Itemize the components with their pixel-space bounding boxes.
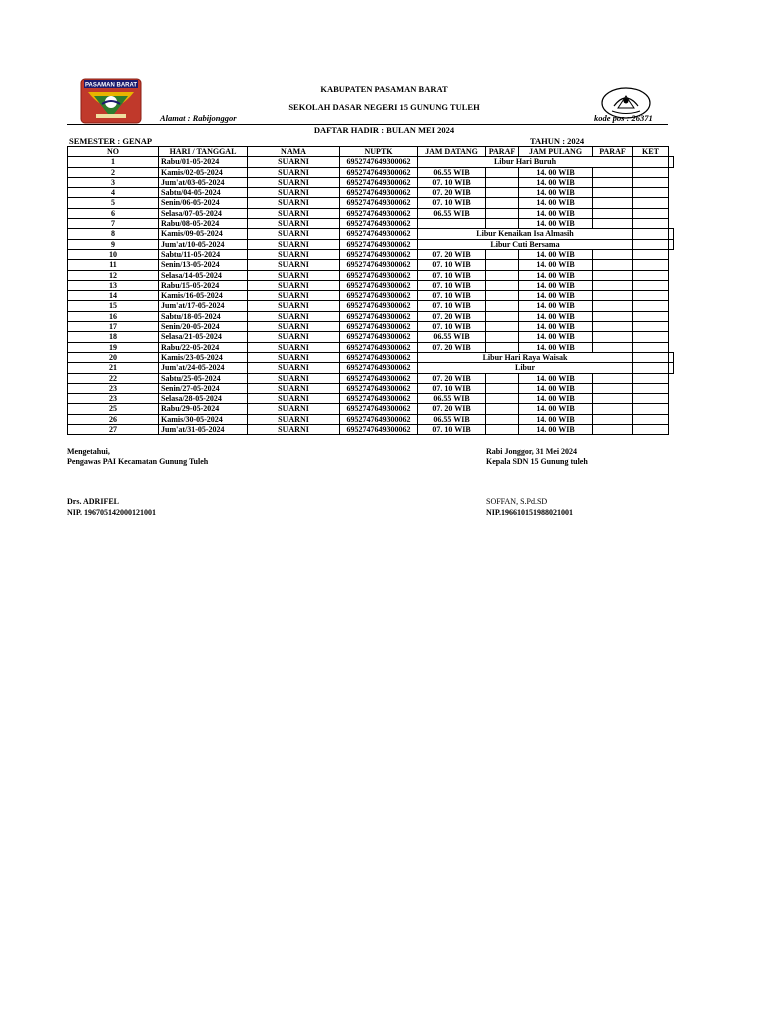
cell-paraf-1 bbox=[486, 322, 519, 332]
cell-no: 10 bbox=[68, 249, 159, 259]
cell-nama: SUARNI bbox=[248, 198, 340, 208]
kabupaten-title: KABUPATEN PASAMAN BARAT bbox=[320, 84, 448, 94]
table-row bbox=[68, 280, 674, 290]
table-row bbox=[68, 157, 674, 167]
cell-ket bbox=[633, 219, 669, 229]
cell-nama: SUARNI bbox=[248, 342, 340, 352]
cell-paraf-1 bbox=[486, 280, 519, 290]
cell-jam-pulang: 14. 00 WIB bbox=[519, 414, 593, 424]
cell-jam-datang: 06.55 WIB bbox=[418, 414, 486, 424]
cell-ket bbox=[633, 425, 669, 435]
cell-paraf-1 bbox=[486, 404, 519, 414]
cell-paraf-1 bbox=[486, 177, 519, 187]
cell-no: 17 bbox=[68, 322, 159, 332]
cell-nuptk: 6952747649300062 bbox=[340, 425, 418, 435]
cell-tanggal: Sabtu/25-05-2024 bbox=[159, 373, 248, 383]
cell-nama: SUARNI bbox=[248, 404, 340, 414]
cell-no: 26 bbox=[68, 414, 159, 424]
cell-jam-pulang: 14. 00 WIB bbox=[519, 260, 593, 270]
cell-jam-datang: 07. 10 WIB bbox=[418, 270, 486, 280]
cell-jam-datang: 06.55 WIB bbox=[418, 167, 486, 177]
cell-paraf-2 bbox=[593, 311, 633, 321]
col-ket: KET bbox=[633, 147, 669, 157]
cell-nuptk: 6952747649300062 bbox=[340, 219, 418, 229]
cell-jam-datang: 07. 10 WIB bbox=[418, 425, 486, 435]
cell-jam-pulang: 14. 00 WIB bbox=[519, 332, 593, 342]
cell-nama: SUARNI bbox=[248, 229, 340, 239]
cell-nuptk: 6952747649300062 bbox=[340, 280, 418, 290]
table-row bbox=[68, 198, 674, 208]
cell-no: 23 bbox=[68, 394, 159, 404]
cell-tanggal: Senin/27-05-2024 bbox=[159, 383, 248, 393]
attendance-table bbox=[67, 146, 674, 435]
cell-paraf-1 bbox=[486, 332, 519, 342]
table-row bbox=[68, 249, 674, 259]
table-row bbox=[68, 373, 674, 383]
school-title: SEKOLAH DASAR NEGERI 15 GUNUNG TULEH bbox=[288, 102, 480, 112]
cell-nama: SUARNI bbox=[248, 280, 340, 290]
cell-jam-datang: 07. 20 WIB bbox=[418, 373, 486, 383]
cell-tanggal: Jum'at/03-05-2024 bbox=[159, 177, 248, 187]
footer-right-nip: NIP.196610151988021001 bbox=[486, 508, 574, 517]
address: Alamat : Rabijonggor bbox=[160, 113, 237, 123]
semester-label: SEMESTER : GENAP bbox=[69, 136, 153, 146]
cell-no: 25 bbox=[68, 404, 159, 414]
cell-jam-datang: 07. 10 WIB bbox=[418, 383, 486, 393]
cell-jam-pulang: 14. 00 WIB bbox=[519, 425, 593, 435]
cell-tanggal: Senin/20-05-2024 bbox=[159, 322, 248, 332]
table-row bbox=[68, 229, 674, 239]
cell-paraf-1 bbox=[486, 167, 519, 177]
cell-jam-pulang: 14. 00 WIB bbox=[519, 270, 593, 280]
cell-nama: SUARNI bbox=[248, 291, 340, 301]
cell-jam-pulang: 14. 00 WIB bbox=[519, 208, 593, 218]
cell-no: 15 bbox=[68, 301, 159, 311]
table-header-row bbox=[68, 147, 674, 157]
cell-jam-datang bbox=[418, 219, 486, 229]
cell-no: 12 bbox=[68, 270, 159, 280]
cell-jam-pulang: 14. 00 WIB bbox=[519, 373, 593, 383]
table-row bbox=[68, 188, 674, 198]
cell-tanggal: Kamis/30-05-2024 bbox=[159, 414, 248, 424]
cell-no: 13 bbox=[68, 280, 159, 290]
cell-ket bbox=[633, 198, 669, 208]
cell-tanggal: Rabu/29-05-2024 bbox=[159, 404, 248, 414]
cell-nama: SUARNI bbox=[248, 167, 340, 177]
cell-ket bbox=[633, 177, 669, 187]
cell-note: Libur Cuti Bersama bbox=[418, 239, 633, 249]
footer-right-name: SOFFAN, S.Pd.SD bbox=[486, 497, 548, 506]
cell-nuptk: 6952747649300062 bbox=[340, 342, 418, 352]
cell-jam-datang: 06.55 WIB bbox=[418, 332, 486, 342]
cell-paraf-1 bbox=[486, 414, 519, 424]
footer-left-nip: NIP. 196705142000121001 bbox=[67, 508, 157, 517]
cell-ket bbox=[669, 157, 674, 167]
table-row bbox=[68, 383, 674, 393]
cell-no: 3 bbox=[68, 177, 159, 187]
cell-paraf-2 bbox=[593, 373, 633, 383]
cell-paraf-1 bbox=[486, 270, 519, 280]
cell-paraf-1 bbox=[486, 188, 519, 198]
table-row bbox=[68, 414, 674, 424]
cell-no: 1 bbox=[68, 157, 159, 167]
col-nuptk: NUPTK bbox=[340, 147, 418, 157]
cell-tanggal: Jum'at/24-05-2024 bbox=[159, 363, 248, 373]
cell-jam-pulang: 14. 00 WIB bbox=[519, 404, 593, 414]
footer-pengawas: Pengawas PAI Kecamatan Gunung Tuleh bbox=[67, 457, 209, 466]
cell-no: 6 bbox=[68, 208, 159, 218]
cell-nuptk: 6952747649300062 bbox=[340, 414, 418, 424]
cell-ket bbox=[633, 260, 669, 270]
cell-nama: SUARNI bbox=[248, 157, 340, 167]
col-no: NO bbox=[68, 147, 159, 157]
cell-paraf-2 bbox=[593, 342, 633, 352]
cell-nuptk: 6952747649300062 bbox=[340, 249, 418, 259]
cell-jam-pulang: 14. 00 WIB bbox=[519, 249, 593, 259]
table-row bbox=[68, 291, 674, 301]
cell-tanggal: Kamis/16-05-2024 bbox=[159, 291, 248, 301]
table-row bbox=[68, 332, 674, 342]
postal-code: kode pos : 26371 bbox=[594, 113, 653, 123]
cell-paraf-2 bbox=[593, 414, 633, 424]
cell-jam-datang: 07. 20 WIB bbox=[418, 188, 486, 198]
cell-ket bbox=[633, 383, 669, 393]
cell-tanggal: Jum'at/31-05-2024 bbox=[159, 425, 248, 435]
cell-tanggal: Selasa/07-05-2024 bbox=[159, 208, 248, 218]
table-row bbox=[68, 219, 674, 229]
table-row bbox=[68, 270, 674, 280]
cell-nama: SUARNI bbox=[248, 425, 340, 435]
cell-paraf-2 bbox=[593, 208, 633, 218]
cell-ket bbox=[633, 394, 669, 404]
cell-paraf-1 bbox=[486, 219, 519, 229]
footer-kepala: Kepala SDN 15 Gunung tuleh bbox=[486, 457, 588, 466]
cell-nuptk: 6952747649300062 bbox=[340, 311, 418, 321]
cell-nama: SUARNI bbox=[248, 363, 340, 373]
attendance-title: DAFTAR HADIR : BULAN MEI 2024 bbox=[313, 125, 455, 135]
cell-ket bbox=[633, 301, 669, 311]
table-row bbox=[68, 311, 674, 321]
cell-paraf-2 bbox=[633, 352, 669, 362]
cell-paraf-1 bbox=[486, 260, 519, 270]
cell-jam-datang: 07. 20 WIB bbox=[418, 404, 486, 414]
cell-paraf-2 bbox=[593, 383, 633, 393]
cell-nuptk: 6952747649300062 bbox=[340, 239, 418, 249]
cell-ket bbox=[633, 414, 669, 424]
cell-nuptk: 6952747649300062 bbox=[340, 383, 418, 393]
cell-jam-pulang: 14. 00 WIB bbox=[519, 198, 593, 208]
cell-paraf-2 bbox=[633, 239, 669, 249]
cell-no: 8 bbox=[68, 229, 159, 239]
cell-ket bbox=[633, 373, 669, 383]
cell-paraf-1 bbox=[486, 198, 519, 208]
cell-tanggal: Rabu/15-05-2024 bbox=[159, 280, 248, 290]
cell-note: Libur Hari Raya Waisak bbox=[418, 352, 633, 362]
table-row bbox=[68, 167, 674, 177]
cell-tanggal: Jum'at/10-05-2024 bbox=[159, 239, 248, 249]
cell-paraf-2 bbox=[593, 188, 633, 198]
cell-ket bbox=[669, 363, 674, 373]
cell-no: 9 bbox=[68, 239, 159, 249]
table-row bbox=[68, 342, 674, 352]
cell-paraf-2 bbox=[593, 270, 633, 280]
cell-jam-pulang: 14. 00 WIB bbox=[519, 342, 593, 352]
footer-mengetahui: Mengetahui, bbox=[67, 447, 110, 456]
cell-note: Libur Kenaikan Isa Almasih bbox=[418, 229, 633, 239]
cell-tanggal: Rabu/08-05-2024 bbox=[159, 219, 248, 229]
cell-note: Libur bbox=[418, 363, 633, 373]
cell-tanggal: Senin/13-05-2024 bbox=[159, 260, 248, 270]
cell-jam-datang: 07. 10 WIB bbox=[418, 301, 486, 311]
cell-nama: SUARNI bbox=[248, 383, 340, 393]
cell-ket bbox=[633, 280, 669, 290]
cell-tanggal: Sabtu/11-05-2024 bbox=[159, 249, 248, 259]
cell-jam-pulang: 14. 00 WIB bbox=[519, 177, 593, 187]
cell-jam-pulang: 14. 00 WIB bbox=[519, 301, 593, 311]
cell-ket bbox=[633, 188, 669, 198]
cell-nuptk: 6952747649300062 bbox=[340, 322, 418, 332]
cell-ket bbox=[633, 322, 669, 332]
cell-nuptk: 6952747649300062 bbox=[340, 260, 418, 270]
cell-jam-datang: 07. 10 WIB bbox=[418, 291, 486, 301]
cell-jam-datang: 07. 10 WIB bbox=[418, 198, 486, 208]
cell-ket bbox=[669, 229, 674, 239]
cell-paraf-2 bbox=[633, 363, 669, 373]
col-hari-tanggal: HARI / TANGGAL bbox=[159, 147, 248, 157]
cell-note: Libur Hari Buruh bbox=[418, 157, 633, 167]
cell-nuptk: 6952747649300062 bbox=[340, 291, 418, 301]
footer-left-name: Drs. ADRIFEL bbox=[67, 497, 120, 506]
cell-tanggal: Kamis/23-05-2024 bbox=[159, 352, 248, 362]
cell-tanggal: Kamis/09-05-2024 bbox=[159, 229, 248, 239]
cell-no: 23 bbox=[68, 383, 159, 393]
cell-nuptk: 6952747649300062 bbox=[340, 363, 418, 373]
cell-nuptk: 6952747649300062 bbox=[340, 208, 418, 218]
cell-tanggal: Senin/06-05-2024 bbox=[159, 198, 248, 208]
cell-nuptk: 6952747649300062 bbox=[340, 177, 418, 187]
cell-nuptk: 6952747649300062 bbox=[340, 167, 418, 177]
cell-jam-datang: 07. 10 WIB bbox=[418, 322, 486, 332]
cell-nuptk: 6952747649300062 bbox=[340, 301, 418, 311]
cell-no: 2 bbox=[68, 167, 159, 177]
cell-no: 21 bbox=[68, 363, 159, 373]
cell-paraf-1 bbox=[486, 425, 519, 435]
cell-jam-datang: 06.55 WIB bbox=[418, 394, 486, 404]
cell-paraf-1 bbox=[486, 383, 519, 393]
cell-jam-pulang: 14. 00 WIB bbox=[519, 280, 593, 290]
cell-paraf-2 bbox=[593, 167, 633, 177]
cell-jam-pulang: 14. 00 WIB bbox=[519, 322, 593, 332]
col-nama: NAMA bbox=[248, 147, 340, 157]
table-row bbox=[68, 363, 674, 373]
cell-nuptk: 6952747649300062 bbox=[340, 198, 418, 208]
logo-text: PASAMAN BARAT bbox=[84, 82, 138, 89]
cell-jam-datang: 07. 20 WIB bbox=[418, 311, 486, 321]
cell-paraf-2 bbox=[593, 280, 633, 290]
cell-nuptk: 6952747649300062 bbox=[340, 404, 418, 414]
cell-nama: SUARNI bbox=[248, 394, 340, 404]
cell-tanggal: Rabu/22-05-2024 bbox=[159, 342, 248, 352]
cell-no: 27 bbox=[68, 425, 159, 435]
cell-paraf-2 bbox=[593, 198, 633, 208]
cell-no: 11 bbox=[68, 260, 159, 270]
cell-nama: SUARNI bbox=[248, 249, 340, 259]
cell-no: 20 bbox=[68, 352, 159, 362]
cell-paraf-1 bbox=[486, 249, 519, 259]
cell-nuptk: 6952747649300062 bbox=[340, 157, 418, 167]
cell-nama: SUARNI bbox=[248, 270, 340, 280]
cell-nama: SUARNI bbox=[248, 260, 340, 270]
cell-ket bbox=[633, 270, 669, 280]
cell-no: 22 bbox=[68, 373, 159, 383]
cell-nama: SUARNI bbox=[248, 208, 340, 218]
cell-nuptk: 6952747649300062 bbox=[340, 352, 418, 362]
cell-nama: SUARNI bbox=[248, 311, 340, 321]
cell-paraf-1 bbox=[486, 301, 519, 311]
cell-nama: SUARNI bbox=[248, 414, 340, 424]
cell-paraf-2 bbox=[593, 291, 633, 301]
cell-tanggal: Selasa/21-05-2024 bbox=[159, 332, 248, 342]
cell-jam-datang: 07. 20 WIB bbox=[418, 249, 486, 259]
cell-nama: SUARNI bbox=[248, 188, 340, 198]
cell-jam-pulang: 14. 00 WIB bbox=[519, 383, 593, 393]
cell-paraf-2 bbox=[593, 177, 633, 187]
cell-no: 7 bbox=[68, 219, 159, 229]
table-row bbox=[68, 177, 674, 187]
cell-paraf-2 bbox=[633, 229, 669, 239]
table-row bbox=[68, 208, 674, 218]
cell-nuptk: 6952747649300062 bbox=[340, 270, 418, 280]
cell-nama: SUARNI bbox=[248, 219, 340, 229]
cell-tanggal: Kamis/02-05-2024 bbox=[159, 167, 248, 177]
cell-nuptk: 6952747649300062 bbox=[340, 229, 418, 239]
cell-no: 14 bbox=[68, 291, 159, 301]
cell-ket bbox=[633, 291, 669, 301]
cell-paraf-2 bbox=[593, 322, 633, 332]
cell-nama: SUARNI bbox=[248, 301, 340, 311]
table-row bbox=[68, 301, 674, 311]
cell-paraf-2 bbox=[593, 301, 633, 311]
table-row bbox=[68, 239, 674, 249]
cell-no: 19 bbox=[68, 342, 159, 352]
cell-paraf-1 bbox=[486, 373, 519, 383]
cell-paraf-1 bbox=[486, 208, 519, 218]
cell-nama: SUARNI bbox=[248, 352, 340, 362]
cell-jam-pulang: 14. 00 WIB bbox=[519, 394, 593, 404]
col-jam-pulang: JAM PULANG bbox=[519, 147, 593, 157]
cell-ket bbox=[633, 311, 669, 321]
cell-ket bbox=[633, 404, 669, 414]
table-row bbox=[68, 352, 674, 362]
cell-jam-pulang: 14. 00 WIB bbox=[519, 311, 593, 321]
cell-ket bbox=[633, 167, 669, 177]
table-row bbox=[68, 394, 674, 404]
cell-ket bbox=[669, 239, 674, 249]
cell-tanggal: Sabtu/18-05-2024 bbox=[159, 311, 248, 321]
table-row bbox=[68, 404, 674, 414]
cell-ket bbox=[633, 249, 669, 259]
cell-nuptk: 6952747649300062 bbox=[340, 394, 418, 404]
cell-paraf-2 bbox=[593, 260, 633, 270]
cell-no: 5 bbox=[68, 198, 159, 208]
table-row bbox=[68, 322, 674, 332]
cell-nama: SUARNI bbox=[248, 373, 340, 383]
cell-nuptk: 6952747649300062 bbox=[340, 188, 418, 198]
cell-jam-datang: 07. 20 WIB bbox=[418, 342, 486, 352]
col-jam-datang: JAM DATANG bbox=[418, 147, 486, 157]
cell-paraf-2 bbox=[593, 394, 633, 404]
footer-place-date: Rabi Jonggor, 31 Mei 2024 bbox=[486, 447, 578, 456]
cell-nuptk: 6952747649300062 bbox=[340, 332, 418, 342]
cell-tanggal: Selasa/28-05-2024 bbox=[159, 394, 248, 404]
cell-nama: SUARNI bbox=[248, 322, 340, 332]
cell-paraf-2 bbox=[633, 157, 669, 167]
col-paraf-2: PARAF bbox=[593, 147, 633, 157]
cell-jam-pulang: 14. 00 WIB bbox=[519, 219, 593, 229]
cell-paraf-2 bbox=[593, 249, 633, 259]
cell-no: 16 bbox=[68, 311, 159, 321]
cell-paraf-2 bbox=[593, 404, 633, 414]
cell-jam-pulang: 14. 00 WIB bbox=[519, 291, 593, 301]
cell-jam-datang: 07. 10 WIB bbox=[418, 280, 486, 290]
cell-no: 4 bbox=[68, 188, 159, 198]
cell-no: 18 bbox=[68, 332, 159, 342]
cell-paraf-2 bbox=[593, 425, 633, 435]
cell-ket bbox=[633, 208, 669, 218]
cell-paraf-2 bbox=[593, 219, 633, 229]
cell-nama: SUARNI bbox=[248, 177, 340, 187]
col-paraf-1: PARAF bbox=[486, 147, 519, 157]
cell-nuptk: 6952747649300062 bbox=[340, 373, 418, 383]
cell-tanggal: Selasa/14-05-2024 bbox=[159, 270, 248, 280]
cell-jam-pulang: 14. 00 WIB bbox=[519, 167, 593, 177]
cell-tanggal: Jum'at/17-05-2024 bbox=[159, 301, 248, 311]
cell-jam-datang: 06.55 WIB bbox=[418, 208, 486, 218]
table-row bbox=[68, 425, 674, 435]
cell-ket bbox=[633, 342, 669, 352]
cell-jam-datang: 07. 10 WIB bbox=[418, 260, 486, 270]
cell-ket bbox=[633, 332, 669, 342]
table-row bbox=[68, 260, 674, 270]
cell-paraf-1 bbox=[486, 291, 519, 301]
cell-paraf-1 bbox=[486, 311, 519, 321]
cell-jam-datang: 07. 10 WIB bbox=[418, 177, 486, 187]
year-label: TAHUN : 2024 bbox=[530, 136, 585, 146]
cell-paraf-2 bbox=[593, 332, 633, 342]
cell-tanggal: Sabtu/04-05-2024 bbox=[159, 188, 248, 198]
cell-ket bbox=[669, 352, 674, 362]
cell-tanggal: Rabu/01-05-2024 bbox=[159, 157, 248, 167]
cell-paraf-1 bbox=[486, 394, 519, 404]
cell-paraf-1 bbox=[486, 342, 519, 352]
cell-nama: SUARNI bbox=[248, 332, 340, 342]
cell-nama: SUARNI bbox=[248, 239, 340, 249]
cell-jam-pulang: 14. 00 WIB bbox=[519, 188, 593, 198]
